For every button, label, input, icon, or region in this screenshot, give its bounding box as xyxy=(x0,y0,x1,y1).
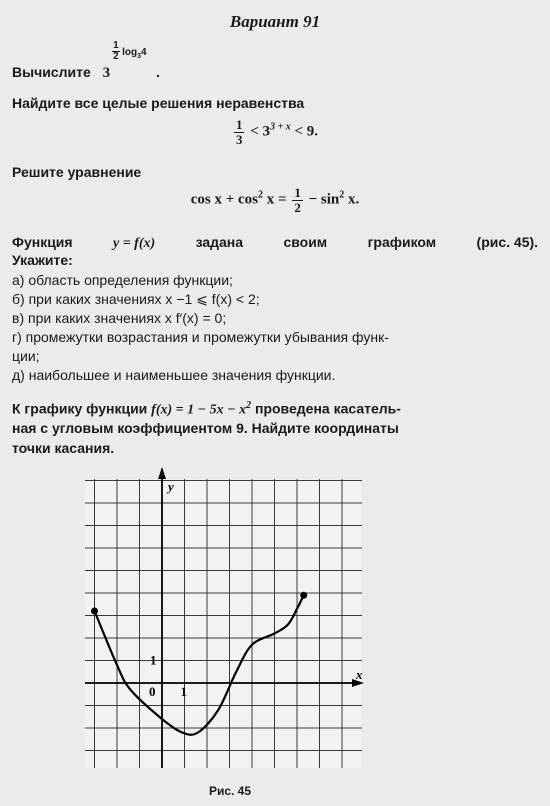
task2-lt1: < xyxy=(250,123,259,140)
task4-item-c: в) при каких значениях x f′(x) = 0; xyxy=(12,310,227,326)
task3-lhs: cos x + cos xyxy=(190,191,259,208)
task3-text: Решите уравнение xyxy=(12,164,142,180)
task4-item-a: а) область определения функции; xyxy=(12,272,233,288)
curve-start-point xyxy=(91,608,98,615)
task3-equation: $\cos x + \cos^2 x$ = $\frac{1}{2}$ − $\sin^2 x$. xyxy=(190,185,360,215)
task1-exp-num: 1 xyxy=(113,40,119,51)
task1-base: 3 xyxy=(102,65,111,81)
y-axis-arrow xyxy=(158,467,166,479)
task4-item-d: г) промежутки возрастания и промежутки убывания функ- xyxy=(12,329,389,345)
x-axis-label: x xyxy=(356,667,363,682)
task1-exp-den: 2 xyxy=(113,51,119,62)
task1-end: . xyxy=(156,64,160,80)
y-axis-label: y xyxy=(168,479,174,494)
task4-line1: Функция y = f(x) задана своим графиком (рис. 45). xyxy=(12,234,539,251)
task5-line1: К графику функции $f(x) = 1 - 5x - x^2$ проведена касатель- xyxy=(12,400,401,418)
x-unit-label: 1 xyxy=(180,684,187,699)
task4-line2: Укажите: xyxy=(12,252,73,268)
task2-text: Найдите все целые решения неравенства xyxy=(12,95,305,111)
task5-line3: точки касания. xyxy=(12,440,115,456)
task1-text: Вычислите xyxy=(12,64,91,80)
task4-item-e: д) наибольшее и наименьшее значения функции. xyxy=(12,367,336,383)
task4-item-b: б) при каких значениях x −1 ⩽ f(x) < 2; xyxy=(12,291,260,307)
variant-title: Вариант 91 xyxy=(229,12,321,31)
task2-base: 3 xyxy=(262,123,271,140)
figure-caption: Рис. 45 xyxy=(208,784,252,798)
task1-exp-log: $\log_34$ xyxy=(122,47,147,60)
task2-exp: 3 + x xyxy=(270,121,291,133)
graph-background xyxy=(85,479,362,768)
task5-line2: ная с угловым коэффициентом 9. Найдите координаты xyxy=(12,420,399,436)
origin-label: 0 xyxy=(149,684,156,699)
task4-item-d2: ции; xyxy=(12,348,40,364)
curve-end-point xyxy=(300,592,307,599)
task2-frac-den: 3 xyxy=(235,131,243,147)
task2-lt2: < 9. xyxy=(294,123,319,140)
y-unit-label: 1 xyxy=(150,652,157,668)
task2-frac-num: 1 xyxy=(235,117,243,132)
